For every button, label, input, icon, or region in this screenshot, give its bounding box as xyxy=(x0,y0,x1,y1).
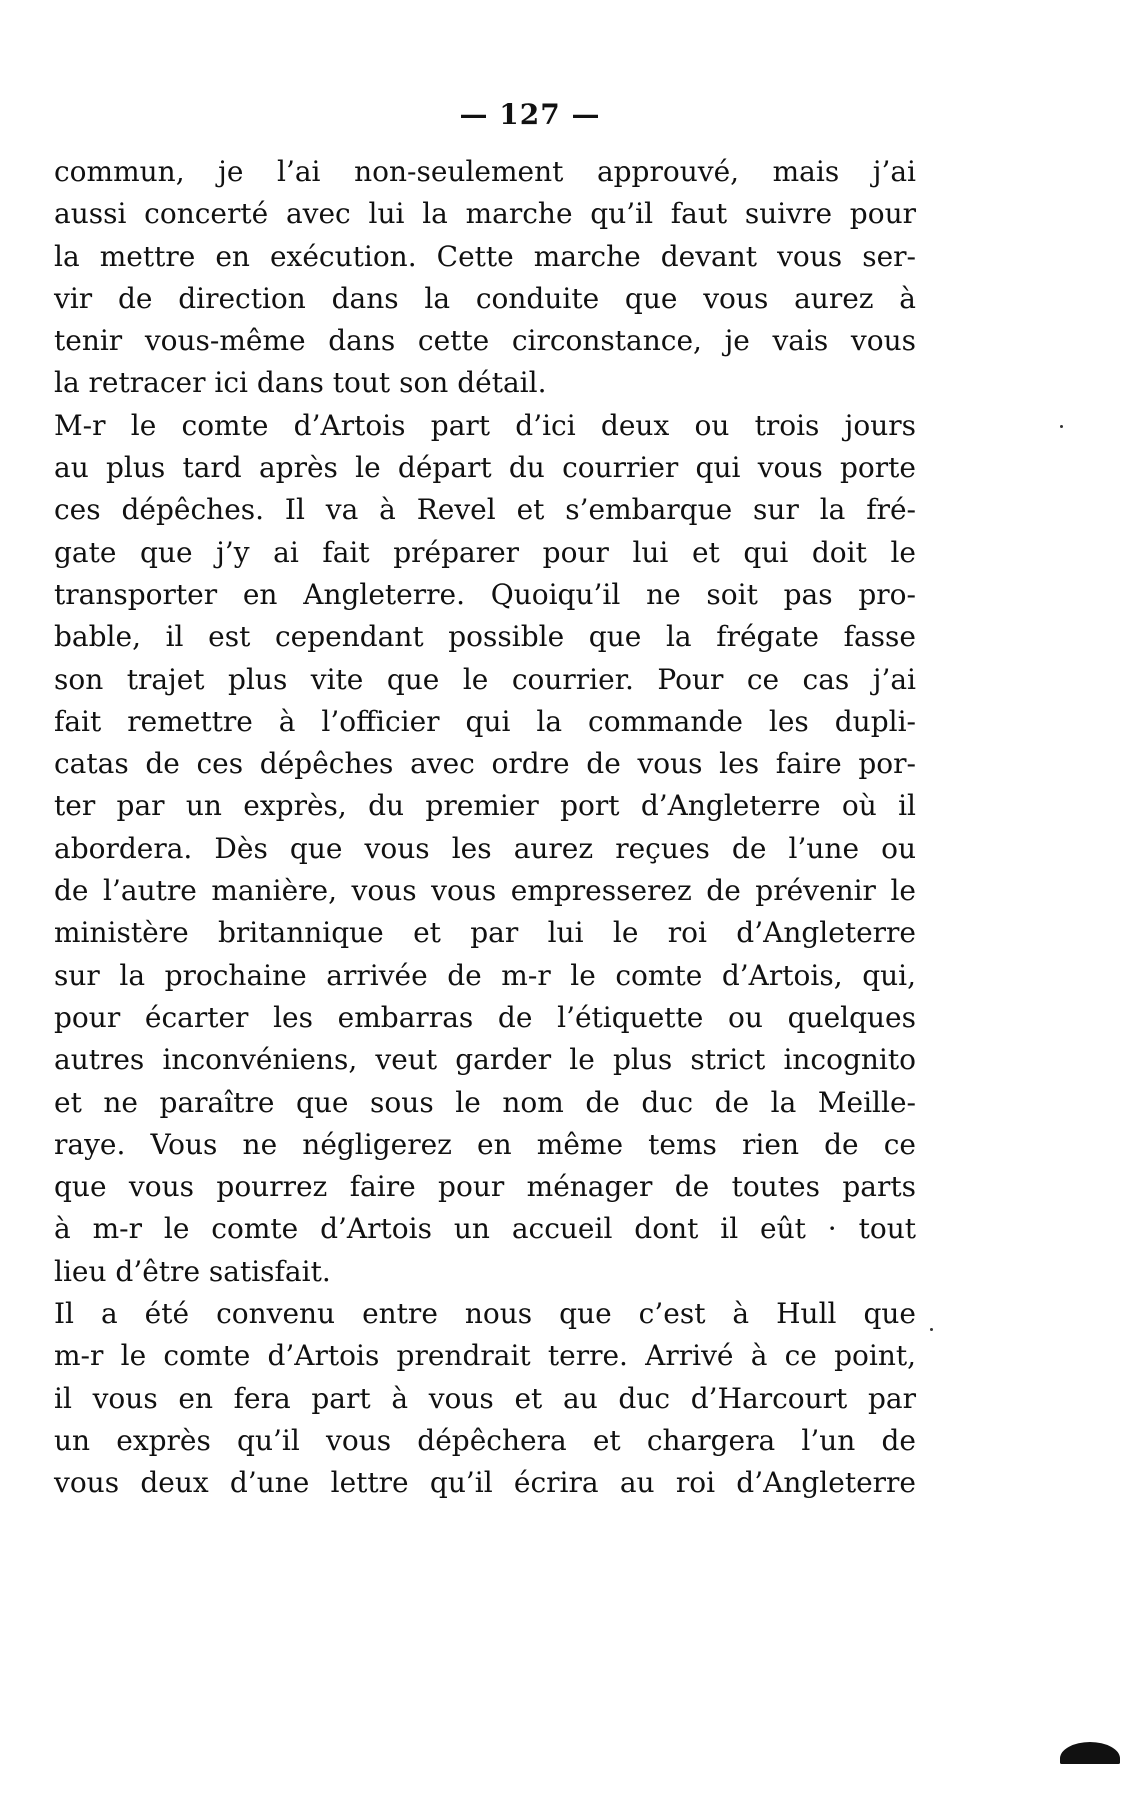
text-line: tenir vous-même dans cette circonstance, je vais vous xyxy=(54,324,916,358)
text-line: m-r le comte d’Artois prendrait terre. Arrivé à ce point, xyxy=(54,1339,916,1373)
text-line: sur la prochaine arrivée de m-r le comte d’Artois, qui, xyxy=(54,958,916,992)
text-line: la mettre en exécution. Cette marche devant vous ser- xyxy=(54,239,916,273)
text-line: pour écarter les embarras de l’étiquette ou quelques xyxy=(54,1000,916,1034)
text-line: la retracer ici dans tout son détail. xyxy=(54,366,547,400)
page-number: — 127 — xyxy=(459,98,601,131)
text-line: gate que j’y ai fait préparer pour lui et qui doit le xyxy=(54,535,916,569)
page-edge-mark xyxy=(1060,1742,1120,1764)
body-text xyxy=(54,151,916,1505)
text-line: ter par un exprès, du premier port d’Angleterre où il xyxy=(54,789,916,823)
text-line: commun, je l’ai non-seulement approuvé, mais j’ai xyxy=(54,155,916,188)
text-line: vir de direction dans la conduite que vous aurez à xyxy=(54,281,916,315)
text-line: bable, il est cependant possible que la frégate fasse xyxy=(54,620,916,654)
text-line: il vous en fera part à vous et au duc d’Harcourt par xyxy=(54,1381,916,1415)
text-line: lieu d’être satisfait. xyxy=(54,1254,331,1288)
text-line: au plus tard après le départ du courrier qui vous porte xyxy=(54,451,916,485)
text-line: catas de ces dépêches avec ordre de vous les faire por- xyxy=(54,747,916,781)
paragraph xyxy=(54,1293,916,1504)
text-line: ministère britannique et par lui le roi d’Angleterre xyxy=(54,916,916,950)
paragraph xyxy=(54,151,916,405)
text-line: ces dépêches. Il va à Revel et s’embarque sur la fré- xyxy=(54,493,916,527)
text-line: son trajet plus vite que le courrier. Pour ce cas j’ai xyxy=(54,662,916,696)
text-line: fait remettre à l’officier qui la commande les dupli- xyxy=(54,704,916,738)
speck-mark xyxy=(1060,425,1063,428)
text-line: autres inconvéniens, veut garder le plus strict incognito xyxy=(54,1043,916,1077)
text-line: à m-r le comte d’Artois un accueil dont il eût · tout xyxy=(54,1212,916,1246)
text-line: raye. Vous ne négligerez en même tems rien de ce xyxy=(54,1127,916,1161)
text-line: abordera. Dès que vous les aurez reçues de l’une ou xyxy=(54,831,916,865)
text-line: et ne paraître que sous le nom de duc de la Meille- xyxy=(54,1085,916,1119)
text-line: que vous pourrez faire pour ménager de toutes parts xyxy=(54,1170,916,1204)
text-line: de l’autre manière, vous vous empresserez de prévenir le xyxy=(54,874,916,908)
text-line: un exprès qu’il vous dépêchera et chargera l’un de xyxy=(54,1423,916,1457)
text-line: transporter en Angleterre. Quoiqu’il ne soit pas pro- xyxy=(54,577,916,611)
speck-mark xyxy=(930,1328,933,1331)
text-line: M-r le comte d’Artois part d’ici deux ou trois jours xyxy=(54,408,916,442)
paragraph xyxy=(54,405,916,1293)
text-line: vous deux d’une lettre qu’il écrira au roi d’Angleterre xyxy=(54,1466,916,1500)
text-line: Il a été convenu entre nous que c’est à Hull que xyxy=(54,1297,916,1331)
text-line: aussi concerté avec lui la marche qu’il faut suivre pour xyxy=(54,197,916,231)
